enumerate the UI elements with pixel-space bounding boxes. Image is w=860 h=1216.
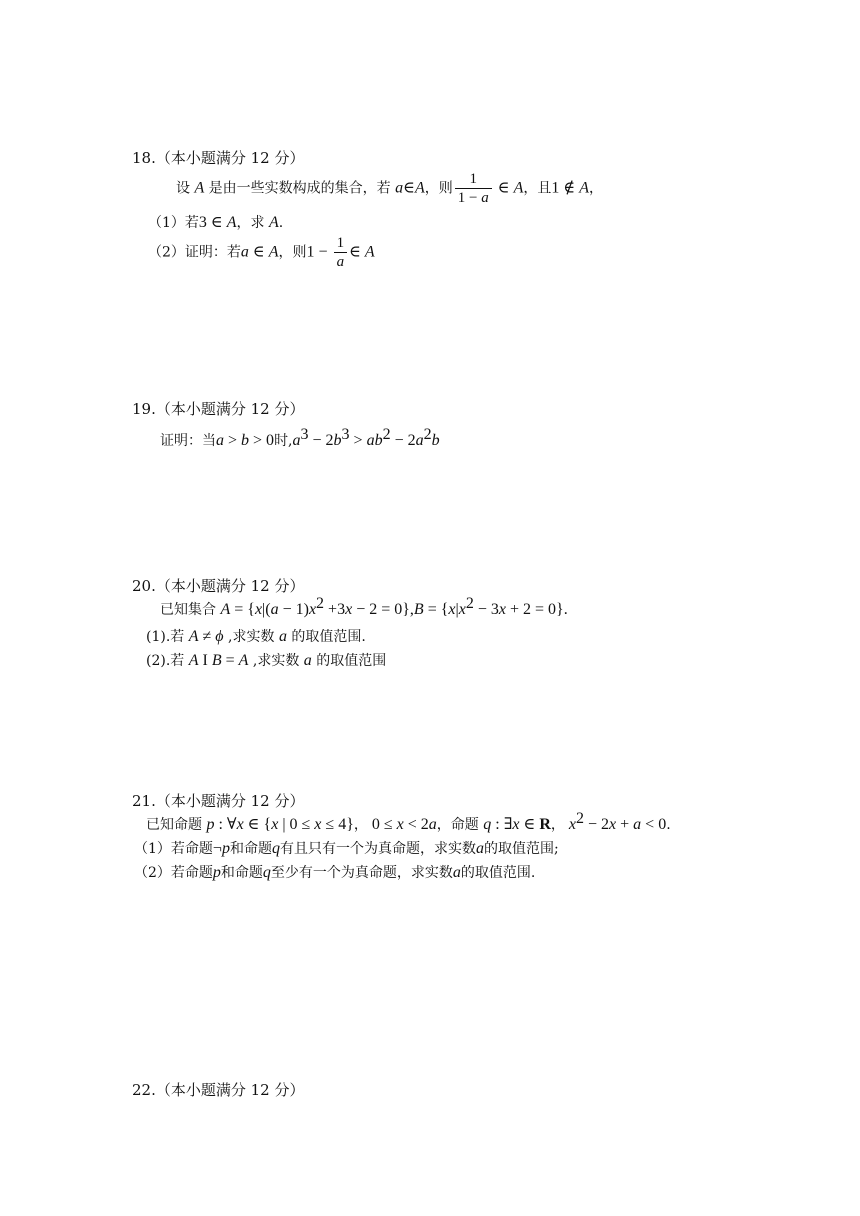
question-18-stem: 设 A 是由一些实数构成的集合，若 a∈A，则 $\frac{1}{1 - a}$ ∈ A，且1 ∉ A， <box>176 171 603 206</box>
question-21-header: 21.（本小题满分 12 分） <box>132 792 305 810</box>
fraction-1-over-a: $\frac{1}{a}$ <box>334 234 348 271</box>
question-18-header: 18.（本小题满分 12 分） <box>132 149 305 167</box>
question-20-part-2: (2).若 A I B = A ,求实数 a 的取值范围 <box>146 652 387 669</box>
question-20-header: 20.（本小题满分 12 分） <box>132 577 305 595</box>
fraction-1-over-1-minus-a: $\frac{1}{1 - a}$ <box>455 170 492 207</box>
question-19-header: 19.（本小题满分 12 分） <box>132 400 305 418</box>
question-18-part-2: （2）证明：若a ∈ A，则1 − $\frac{1}{a}$ ∈ A <box>148 235 375 270</box>
question-21-stem: 已知命题 p : ∀x ∈ {x | 0 ≤ x ≤ 4}， 0 ≤ x < 2a，命题 q : ∃x ∈ R， $x^2 - 2x + a < 0$. <box>146 810 671 833</box>
question-21-part-2: （2）若命题p和命题q至少有一个为真命题，求实数a的取值范围. <box>134 864 536 881</box>
question-20-part-1: (1).若 A ≠ ϕ ,求实数 a 的取值范围. <box>146 628 366 645</box>
question-18-part-1: （1）若3 ∈ A，求 A. <box>148 214 284 231</box>
question-20-stem: 已知集合 $A = \{x|(a - 1)x^2 +3x - 2 = 0\},B = \{x|x^2 - 3x + 2 = 0\}$. <box>160 595 568 618</box>
question-21-part-1: （1）若命题¬p和命题q有且只有一个为真命题，求实数a的取值范围; <box>134 840 559 857</box>
question-22-header: 22.（本小题满分 12 分） <box>132 1081 305 1099</box>
question-19-stem: 证明：当a > b > 0时$,a^3 - 2b^3 > ab^2 - 2a^2b$ <box>160 426 440 449</box>
